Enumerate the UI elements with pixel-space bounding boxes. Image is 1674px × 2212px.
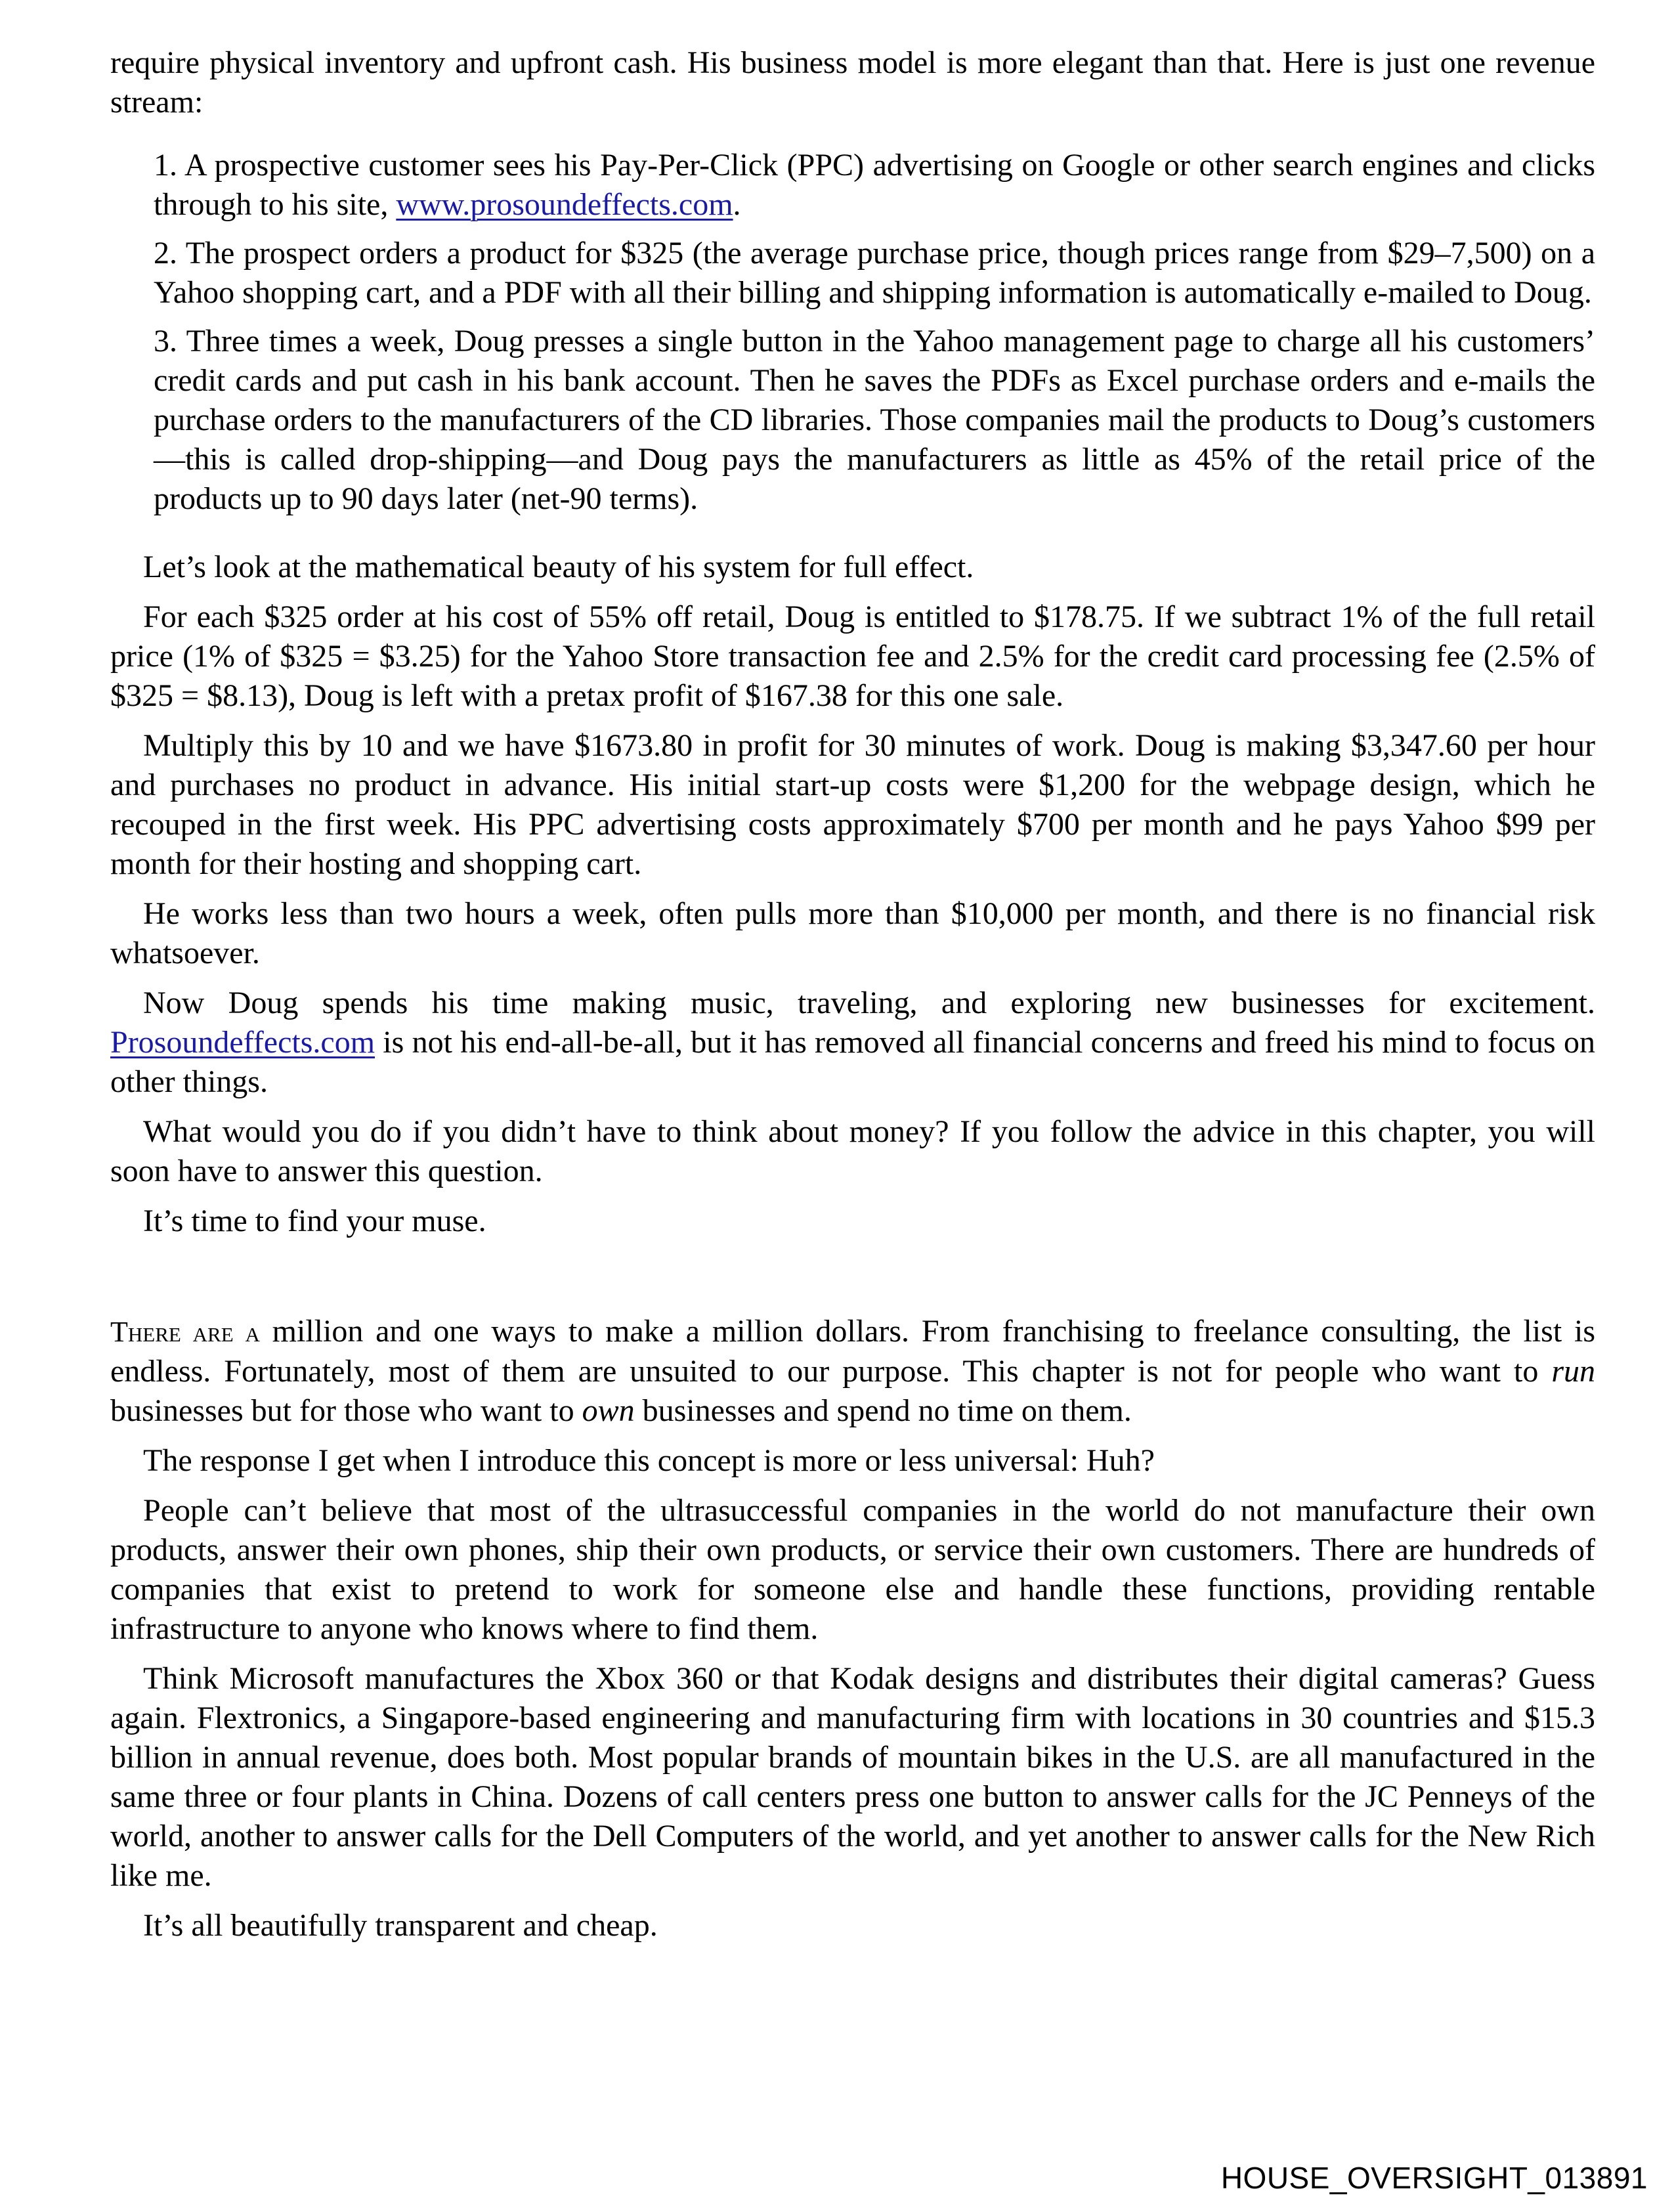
paragraph-transparent: It’s all beautifully transparent and cheap.: [143, 1908, 658, 1943]
revenue-steps-list: [154, 146, 1595, 519]
lead-rest-1: million and one ways to make a million dollars. From franchising to freelance consulting, the list is endless. Fortunately, most of them are unsuited to our purpose. This chapter is not for people who want to: [110, 1314, 1596, 1389]
paragraph-works-less: He works less than two hours a week, often pulls more than $10,000 per month, and there is no financial risk whatsoever.: [110, 896, 1595, 970]
paragraph-multiply: Multiply this by 10 and we have $1673.80 in profit for 30 minutes of work. Doug is making $3,347.60 per hour and purchases no product in advance. His initial start-up costs were $1,200 for the webpage design, which he recouped in the first week. His PPC advertising costs approximately $700 per month and he pays Yahoo $99 per month for their hosting and shopping cart.: [110, 728, 1595, 881]
paragraph-math-intro: Let’s look at the mathematical beauty of his system for full effect.: [143, 550, 974, 584]
intro-paragraph: require physical inventory and upfront cash. His business model is more elegant than that. Here is just one revenue stream:: [110, 45, 1595, 119]
doug-now-text: Now Doug spends his time making music, traveling, and exploring new businesses for excitement.: [143, 986, 1595, 1020]
lead-rest-2: businesses but for those who want to: [110, 1393, 582, 1428]
step-2: 2. The prospect orders a product for $325 (the average purchase price, though prices range from $29–7,500) on a Yahoo shopping cart, and a PDF with all their billing and shipping information is automatically e-mailed to Doug.: [154, 236, 1595, 310]
paragraph-question: What would you do if you didn’t have to think about money? If you follow the advice in this chapter, you will soon have to answer this question.: [110, 1114, 1595, 1188]
document-page: [110, 43, 1595, 1956]
paragraph-order-math: For each $325 order at his cost of 55% off retail, Doug is entitled to $178.75. If we subtract 1% of the full retail price (1% of $325 = $3.25) for the Yahoo Store transaction fee and 2.5% for the credit card processing fee (2.5% of $325 = $8.13), Doug is left with a pretax profit of $167.38 for this one sale.: [110, 599, 1595, 713]
step-1: [154, 146, 1595, 225]
step-1-suffix: .: [733, 187, 741, 222]
prosoundeffects-url-link[interactable]: www.prosoundeffects.com: [396, 187, 733, 222]
step-1-text: 1. A prospective customer sees his Pay-Per-Click (PPC) advertising on Google or other search engines and clicks through to his site,: [154, 148, 1595, 222]
lead-smallcaps: There are a: [110, 1316, 260, 1348]
paragraph-doug-now: [110, 984, 1595, 1102]
emphasis-run: run: [1551, 1354, 1595, 1389]
emphasis-own: own: [582, 1393, 635, 1428]
doug-now-suffix: is not his end-all-be-all, but it has removed all financial concerns and freed his mind to focus on other things.: [110, 1025, 1595, 1099]
step-3: 3. Three times a week, Doug presses a single button in the Yahoo management page to charge all his customers’ credit cards and put cash in his bank account. Then he saves the PDFs as Excel purchase orders and e-mails the purchase orders to the manufacturers of the CD libraries. Those companies mail the products to Doug’s customers—this is called drop-shipping—and Doug pays the manufacturers as little as 45% of the retail price of the products up to 90 days later (net-90 terms).: [154, 324, 1595, 516]
section-break: [110, 1251, 1595, 1312]
paragraph-find-muse: It’s time to find your muse.: [143, 1204, 486, 1238]
bates-number: HOUSE_OVERSIGHT_013891: [1220, 2161, 1648, 2195]
paragraph-microsoft: Think Microsoft manufactures the Xbox 360 or that Kodak designs and distributes their digital cameras? Guess again. Flextronics, a Singapore-based engineering and manufacturing firm with locations in 30 countries and $15.3 billion in annual revenue, does both. Most popular brands of mountain bikes in the U.S. are all manufactured in the same three or four plants in China. Dozens of call centers press one button to answer calls for the JC Penneys of the world, another to answer calls for the Dell Computers of the world, and yet another to answer calls for the New Rich like me.: [110, 1661, 1595, 1893]
section2-lead-paragraph: [110, 1312, 1595, 1431]
paragraph-people-cant-believe: People can’t believe that most of the ultrasuccessful companies in the world do not manufacture their own products, answer their own phones, ship their own products, or service their own customers. There are hundreds of companies that exist to pretend to work for someone else and handle these functions, providing rentable infrastructure to anyone who knows where to find them.: [110, 1493, 1595, 1646]
lead-rest-3: businesses and spend no time on them.: [634, 1393, 1132, 1428]
prosoundeffects-link[interactable]: Prosoundeffects.com: [110, 1025, 376, 1060]
paragraph-response: The response I get when I introduce this concept is more or less universal: Huh?: [143, 1443, 1155, 1478]
